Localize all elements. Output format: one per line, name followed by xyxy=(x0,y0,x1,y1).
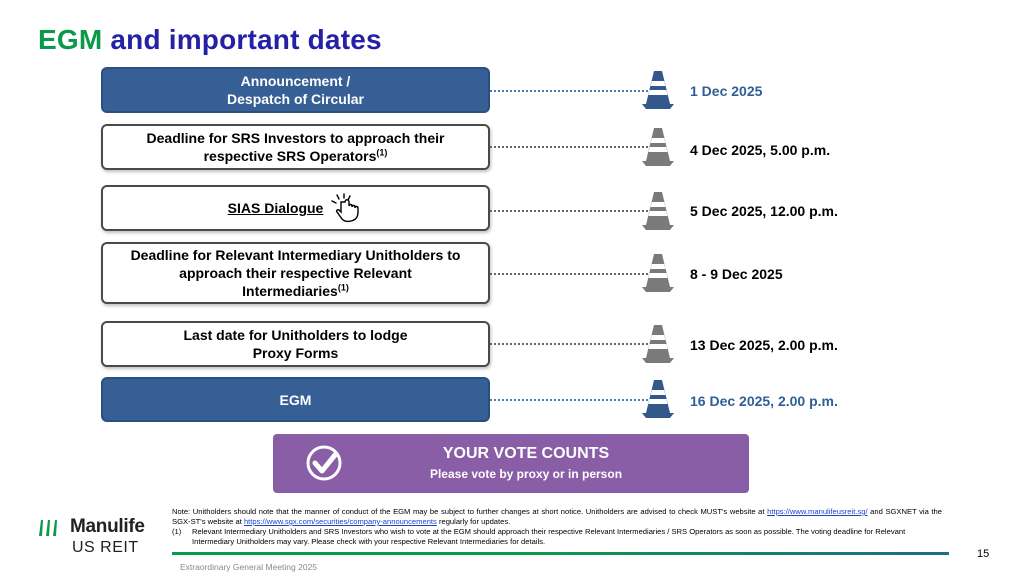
note-paragraph xyxy=(172,507,942,527)
timeline-label: Last date for Unitholders to lodge xyxy=(183,327,408,343)
title-egm: EGM xyxy=(38,24,103,55)
connector-line xyxy=(490,273,648,275)
footnote-ref: (1) xyxy=(376,147,388,158)
traffic-cone-icon xyxy=(641,68,675,112)
timeline-item-srs-deadline xyxy=(101,124,490,170)
timeline-label: Proxy Forms xyxy=(252,345,339,361)
timeline-label: EGM xyxy=(279,391,312,408)
connector-line xyxy=(490,210,648,212)
timeline-item-sias-dialogue[interactable] xyxy=(101,185,490,231)
timeline-label: Intermediaries xyxy=(242,283,338,299)
sgx-website-link[interactable]: https://www.sgx.com/securities/company-announcements xyxy=(243,517,437,526)
sias-dialogue-link[interactable]: SIAS Dialogue xyxy=(227,200,324,216)
traffic-cone-icon xyxy=(641,377,675,421)
logo-text-usreit: US REIT xyxy=(72,539,139,556)
connector-line xyxy=(490,90,648,92)
vote-banner[interactable] xyxy=(273,434,749,493)
manulife-logo xyxy=(38,516,158,560)
note-text: and SGXNET via the SGX-ST's website at xyxy=(172,507,942,526)
connector-line xyxy=(490,146,648,148)
logo-text-manulife: Manulife xyxy=(70,516,145,537)
title-rest: and important dates xyxy=(110,24,382,55)
timeline-label: Deadline for SRS Investors to approach their xyxy=(146,130,445,146)
timeline-date: 8 - 9 Dec 2025 xyxy=(690,266,783,282)
footnote-number: (1) xyxy=(172,527,182,536)
traffic-cone-icon xyxy=(641,251,675,295)
note-text: regularly for updates. xyxy=(436,517,511,526)
timeline-date: 5 Dec 2025, 12.00 p.m. xyxy=(690,203,838,219)
page-number: 15 xyxy=(977,548,990,560)
note-text: Note: Unitholders should note that the manner of conduct of the EGM may be subject to further changes at short notice. Unitholders are advised to check MUST's website at xyxy=(172,507,765,516)
footnote-1 xyxy=(172,527,942,547)
timeline-date: 13 Dec 2025, 2.00 p.m. xyxy=(690,337,838,353)
page-title xyxy=(38,24,382,56)
timeline-item-intermediary-deadline xyxy=(101,242,490,304)
timeline-item-announcement xyxy=(101,67,490,113)
timeline-label: respective SRS Operators xyxy=(203,148,377,164)
connector-line xyxy=(490,399,648,401)
traffic-cone-icon xyxy=(641,322,675,366)
timeline-label: Announcement / xyxy=(240,73,351,89)
timeline-date: 1 Dec 2025 xyxy=(690,83,763,99)
timeline-date: 4 Dec 2025, 5.00 p.m. xyxy=(690,142,831,158)
traffic-cone-icon xyxy=(641,189,675,233)
timeline-date: 16 Dec 2025, 2.00 p.m. xyxy=(690,393,838,409)
footnote-block xyxy=(172,507,942,547)
manulife-logo-icon xyxy=(38,518,60,538)
vote-subheading: Please vote by proxy or in person xyxy=(429,467,623,481)
footnote-ref: (1) xyxy=(337,282,349,293)
timeline-label: Deadline for Relevant Intermediary Unitholders to xyxy=(130,247,461,263)
traffic-cone-icon xyxy=(641,125,675,169)
timeline-item-proxy-forms xyxy=(101,321,490,367)
connector-line xyxy=(490,343,648,345)
footer-text: Extraordinary General Meeting 2025 xyxy=(180,562,318,572)
manulife-website-link[interactable]: https://www.manulifeusreit.sg/ xyxy=(767,507,868,516)
footnote-text: Relevant Intermediary Unitholders and SRS Investors who wish to vote at the EGM should approach their respective Relevant Intermediaries / SRS Operators as soon as possible. The voting deadline for Relevant Intermediary Unitholders may vary. Please check with your respective Relevant Intermediaries for details. xyxy=(192,527,906,546)
footer-divider xyxy=(172,552,949,555)
timeline-item-egm xyxy=(101,377,490,422)
timeline-label: Despatch of Circular xyxy=(227,91,364,107)
vote-heading: YOUR VOTE COUNTS xyxy=(442,445,610,462)
pointing-hand-icon xyxy=(329,193,363,223)
timeline-label: approach their respective Relevant xyxy=(179,265,412,281)
